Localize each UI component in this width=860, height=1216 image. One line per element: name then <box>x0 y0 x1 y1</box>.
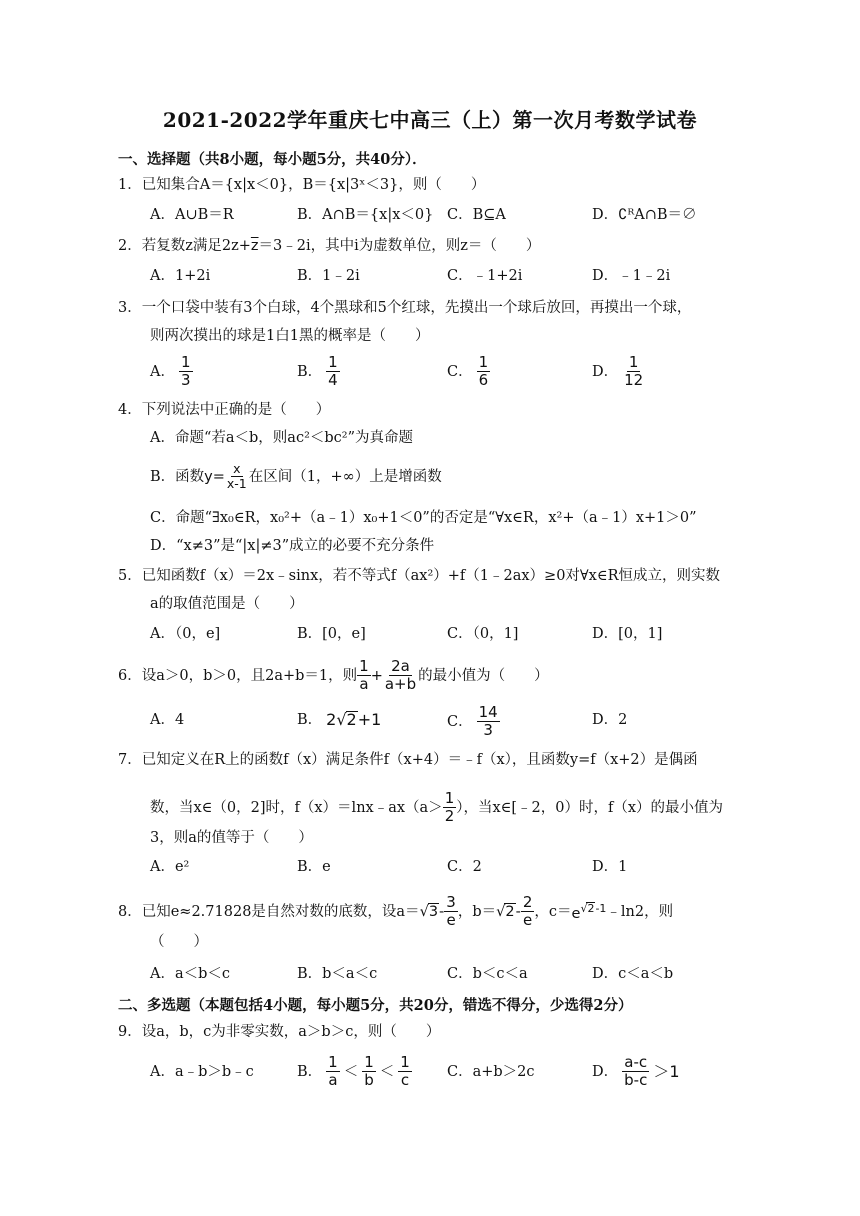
q9-option-b-fraction-a <box>326 1054 340 1089</box>
q9-option-d <box>592 1054 680 1089</box>
q8-option-c: C．b＜c＜a <box>447 966 528 982</box>
q6-plus: + <box>370 667 383 684</box>
q8-c-label: ，c＝ <box>534 903 572 920</box>
fraction-denominator: 3 <box>483 721 493 739</box>
q7-option-c: C．2 <box>447 859 482 875</box>
q3-option-b <box>297 354 340 389</box>
q9-option-d-fraction <box>622 1054 649 1089</box>
fraction-denominator: x-1 <box>226 476 247 491</box>
q6-fraction-2 <box>383 658 418 693</box>
q8-c-base: e <box>571 905 581 922</box>
q2-conjugate-z: $\overline{z}$ <box>250 238 259 254</box>
q2-option-b: B．1﹣2i <box>297 268 360 284</box>
q7-half-fraction <box>443 790 457 825</box>
q6-fraction-1 <box>357 658 371 693</box>
q8-stem-tail: ﹣ln2，则 <box>606 903 674 920</box>
fraction-numerator: 1 <box>180 353 191 371</box>
q1-option-c: C．B⊆A <box>447 207 506 223</box>
q8-b-fraction <box>521 894 535 929</box>
q4-function-fraction <box>225 462 249 491</box>
fraction-denominator: 2 <box>444 807 455 825</box>
question-8-stem-line-2: （ ） <box>150 934 208 950</box>
question-8-stem-line-1 <box>118 894 673 929</box>
q3-option-b-fraction <box>326 354 340 389</box>
fraction-denominator: e <box>523 911 533 929</box>
fraction-numerator: a-c <box>624 1053 648 1071</box>
q2-option-d: D．﹣1﹣2i <box>592 268 671 284</box>
q6-option-b-value: 2√2+1 <box>326 710 382 729</box>
q3-option-c <box>447 354 490 389</box>
q3-option-d <box>592 354 645 389</box>
q9-option-d-compare: ＞1 <box>653 1061 680 1081</box>
q9-option-a: A．a﹣b＞b﹣c <box>150 1064 254 1080</box>
fraction-denominator: c <box>400 1071 410 1089</box>
q3-option-c-label: C． <box>447 363 473 380</box>
question-3-stem-line-1: 3．一个口袋中装有3个白球，4个黑球和5个红球，先摸出一个球后放回，再摸出一个球， <box>118 300 692 316</box>
q6-stem-part-a: 6．设a＞0，b＞0，且2a+b＝1，则 <box>118 667 358 684</box>
question-7-stem-line-3: 3，则a的值等于（ ） <box>150 830 313 846</box>
q6-option-b-label: B． <box>297 712 323 728</box>
q8-a-fraction <box>444 894 458 929</box>
q3-option-a-label: A． <box>150 363 175 380</box>
q7-stem-part-b: ），当x∈[﹣2，0）时，f（x）的最小值为 <box>456 799 724 816</box>
q3-option-a <box>150 354 193 389</box>
q8-a-radicand: 3 <box>428 903 439 920</box>
fraction-denominator: a <box>328 1071 338 1089</box>
fraction-denominator: 12 <box>624 371 644 389</box>
fraction-numerator: 1 <box>364 1053 374 1071</box>
question-1-stem: 1．已知集合A＝{x|x＜0}，B＝{x|3ˣ＜3}，则（ ） <box>118 177 486 193</box>
fraction-numerator: 1 <box>478 353 489 371</box>
q4-option-c: C．命题“∃x₀∈R，x₀²+（a﹣1）x₀+1＜0”的否定是“∀x∈R，x²+（a﹣1）x+1＞0” <box>150 510 697 526</box>
q9-option-b <box>297 1054 412 1089</box>
fraction-numerator: 3 <box>446 893 456 911</box>
q5-option-b: B．[0，e] <box>297 626 366 642</box>
fraction-numerator: x <box>233 461 241 476</box>
q7-option-a: A．e² <box>150 859 190 875</box>
question-9-stem: 9．设a，b，c为非零实数，a＞b＞c，则（ ） <box>118 1024 441 1040</box>
q8-b-label: ，b＝ <box>457 903 497 920</box>
fraction-numerator: 1 <box>628 353 639 371</box>
q4-option-d: D．“x≠3”是“|x|≠3”成立的必要不充分条件 <box>150 538 435 554</box>
q3-option-d-fraction <box>622 354 645 389</box>
q6-option-b-tail: +1 <box>357 710 382 729</box>
q9-option-b-label: B． <box>297 1063 323 1080</box>
q1-option-b: B．A∩B＝{x|x＜0} <box>297 207 434 223</box>
section-heading-single-choice: 一、选择题（共8小题，每小题5分，共40分）． <box>118 151 427 168</box>
q6-option-c-fraction <box>477 704 500 739</box>
fraction-numerator: 1 <box>444 789 455 807</box>
question-4-stem: 4．下列说法中正确的是（ ） <box>118 402 331 418</box>
q8-c-exponent-radicand: 2 <box>587 902 595 916</box>
question-2-stem <box>118 236 540 256</box>
question-3-options <box>150 354 710 394</box>
q6-option-a: A．4 <box>150 712 185 728</box>
section-heading-multiple-choice: 二、多选题（本题包括4小题，每小题5分，共20分，错选不得分，少选得2分） <box>118 997 633 1014</box>
fraction-denominator: a <box>359 675 369 693</box>
fraction-numerator: 1 <box>328 353 338 371</box>
q3-option-a-fraction <box>179 354 193 389</box>
fraction-denominator: b-c <box>624 1071 648 1089</box>
q8-c-exponent-rest: -1 <box>595 902 607 916</box>
q8-a-expression: √3- <box>419 903 445 920</box>
q6-option-b-radicand: 2 <box>346 710 357 729</box>
q1-option-d: D．∁ᴿA∩B＝∅ <box>592 207 697 223</box>
q4-function-y: y= <box>204 468 225 485</box>
q2-stem-part-a: 2．若复数z满足2z+ <box>118 238 251 254</box>
q4-option-b-label: B．函数 <box>150 468 205 485</box>
q7-option-d: D．1 <box>592 859 628 875</box>
question-7-stem-line-1: 7．已知定义在R上的函数f（x）满足条件f（x+4）＝﹣f（x），且函数y=f（x+2）是偶函 <box>118 752 698 768</box>
fraction-denominator: a+b <box>384 675 417 693</box>
q8-option-d: D．c＜a＜b <box>592 966 674 982</box>
q9-less-than: ＜ <box>379 1063 395 1080</box>
q5-option-a: A．（0，e] <box>150 626 221 642</box>
question-6-options <box>150 704 710 744</box>
q2-option-c: C．﹣1+2i <box>447 268 523 284</box>
question-7-stem-line-2 <box>150 790 723 825</box>
question-5-stem-line-1: 5．已知函数f（x）＝2x﹣sinx，若不等式f（ax²）+f（1﹣2ax）≥0对∀x∈R恒成立，则实数 <box>118 568 721 584</box>
question-7-options <box>150 857 710 897</box>
page-title: 2021-2022学年重庆七中高三（上）第一次月考数学试卷 <box>162 108 698 132</box>
fraction-denominator: b <box>364 1071 374 1089</box>
question-6-stem <box>118 658 549 693</box>
q9-option-c: C．a+b＞2c <box>447 1064 535 1080</box>
q3-option-d-label: D． <box>592 363 619 380</box>
q9-option-d-label: D． <box>592 1063 619 1080</box>
question-5-stem-line-2: a的取值范围是（ ） <box>150 596 304 612</box>
q8-option-a: A．a＜b＜c <box>150 966 231 982</box>
q7-option-b: B．e <box>297 859 331 875</box>
fraction-denominator: 4 <box>328 371 338 389</box>
q8-c-exponent: √2-1 <box>580 902 607 916</box>
q8-option-b: B．b＜a＜c <box>297 966 378 982</box>
fraction-denominator: e <box>446 911 456 929</box>
q3-option-c-fraction <box>477 354 491 389</box>
q6-option-b-coef: 2 <box>326 710 337 729</box>
q9-option-b-fraction-c <box>398 1054 412 1089</box>
fraction-denominator: 6 <box>478 371 489 389</box>
q6-option-c-label: C． <box>447 713 473 730</box>
q4-option-a: A．命题“若a＜b，则ac²＜bc²”为真命题 <box>150 430 414 446</box>
q1-option-a: A．A∪B＝R <box>150 207 234 223</box>
q6-option-d: D．2 <box>592 712 628 728</box>
q4-option-b <box>150 462 442 491</box>
q8-stem-part-a: 8．已知e≈2.71828是自然对数的底数，设a＝ <box>118 903 420 920</box>
question-3-stem-line-2: 则两次摸出的球是1白1黑的概率是（ ） <box>150 328 430 344</box>
q6-stem-part-b: 的最小值为（ ） <box>418 667 549 684</box>
fraction-numerator: 1 <box>328 1053 338 1071</box>
q8-b-minus: - <box>515 903 521 920</box>
question-9-options <box>150 1054 710 1094</box>
q8-b-expression: √2- <box>496 903 521 920</box>
q6-option-b <box>297 710 381 730</box>
fraction-numerator: 1 <box>400 1053 410 1071</box>
fraction-numerator: 2 <box>522 893 533 911</box>
q2-option-a: A．1+2i <box>150 268 211 284</box>
fraction-numerator: 2a <box>391 657 410 675</box>
q2-stem-part-b: ＝3﹣2i，其中i为虚数单位，则z＝（ ） <box>258 238 541 254</box>
q9-option-b-fraction-b <box>362 1054 376 1089</box>
q5-option-c: C．（0，1] <box>447 626 519 642</box>
q7-stem-part-a: 数，当x∈（0，2]时，f（x）＝lnx﹣ax（a＞ <box>150 799 443 816</box>
fraction-denominator: 3 <box>180 371 191 389</box>
q4-option-b-text: 在区间（1，+∞）上是增函数 <box>248 468 442 485</box>
q8-a-minus: - <box>439 903 445 920</box>
q3-option-b-label: B． <box>297 363 323 380</box>
q8-c-expression <box>572 899 607 924</box>
q5-option-d: D．[0，1] <box>592 626 663 642</box>
q8-b-radicand: 2 <box>505 903 515 920</box>
q9-less-than: ＜ <box>343 1063 359 1080</box>
q6-option-c <box>447 704 500 739</box>
fraction-numerator: 1 <box>359 657 369 675</box>
fraction-numerator: 14 <box>478 703 498 721</box>
